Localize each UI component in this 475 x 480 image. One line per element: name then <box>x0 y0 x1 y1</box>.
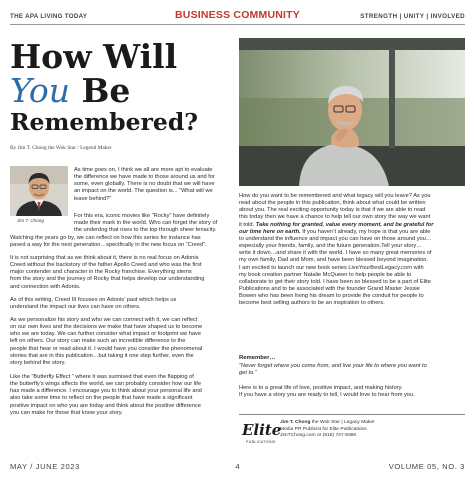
text-line: As time goes on, I think we all are more apt to evaluate <box>74 167 213 173</box>
emphasis-text: our time here on earth. <box>239 228 301 235</box>
publication-name: THE APA LIVING TODAY <box>10 13 88 20</box>
title-line-1: How Will <box>10 37 178 76</box>
text-line: the difference we have made to those around us and for <box>74 174 215 181</box>
text-line <box>239 229 465 236</box>
text-line: get to.” <box>239 370 257 377</box>
text-line: become best selling authors to be an inspiration to others. <box>239 300 385 307</box>
text-line: story behind the story. <box>10 359 66 366</box>
text-line: If you have a story you are ready to tell, I would love to hear from you. <box>239 392 415 399</box>
text-line: Like the “Butterfly Effect ” where it was surmised that even the flapping of <box>10 374 194 380</box>
text-line: Publications and to be associated with the founder Grand Master Jessie <box>239 286 420 293</box>
text-line: to understand the influence and impact you can have on those around you… <box>239 235 432 242</box>
paragraph-personalize <box>10 317 235 367</box>
paragraph-closing <box>239 385 465 399</box>
paragraph-years <box>10 235 235 249</box>
volume-number: VOLUME 05, NO. 3 <box>388 462 465 471</box>
header-rule <box>10 24 465 25</box>
text-line: on our own lives and the decisions we make that have shaped us to become <box>10 324 203 331</box>
svg-text:Elite: Elite <box>242 421 282 439</box>
section-title: BUSINESS COMMUNITY <box>175 9 300 21</box>
signature-role: Media PR Publicist for Elite Publications <box>280 426 367 432</box>
signature-name: Jim T. Chong <box>280 420 311 425</box>
paragraph-creed-iii <box>10 297 235 311</box>
text-line: my book creation partner Natalie McQueen to help people be able to <box>239 271 412 278</box>
text-line: Bowen who has been living his dream to provide the conduit for people to <box>239 293 424 300</box>
text-line: the underdog that rises to the top through sheer tenacity. <box>74 227 217 234</box>
elite-publications-logo <box>240 419 282 447</box>
title-you: You <box>10 71 71 110</box>
text-line: As of this writing, Creed III focuses on Adonis’ past which helps us <box>10 297 177 303</box>
signature-name-line <box>280 420 375 427</box>
train-window-photo <box>239 38 465 186</box>
page-number: 4 <box>235 462 240 471</box>
text-line: leave behind?” <box>74 195 112 202</box>
svg-text:PUBLICATIONS: PUBLICATIONS <box>246 440 276 444</box>
text-line: you can make for those that know your story. <box>10 409 123 416</box>
text-line: and connection with Adonis. <box>10 283 81 290</box>
byline: By Jim T. Chong the Wok Star / Legend Maker <box>10 145 112 151</box>
text-line: For this era, iconic movies like “Rocky” have definitely <box>74 213 210 219</box>
text-line: made their mark in the world. Who can forget the story of <box>74 220 218 227</box>
text-line: Watching the years go by, we can reflect on how this series for instance has <box>10 234 201 241</box>
text-line: some, even globally. There is no doubt that we will have <box>74 181 215 188</box>
text-line: my own family, Dad and Mom, and have been blessed beyond imagination. <box>239 257 428 264</box>
text-line: who we are today. We can further consider what impact or footprint we have <box>10 331 202 338</box>
paragraph-intro <box>74 167 235 203</box>
text-line: Creed without the backstory of the father Apollo Creed and who was the first <box>10 262 202 269</box>
quote <box>239 363 465 377</box>
paragraph-adonis <box>10 255 235 291</box>
text-line: especially your friends, family, and the future generation.Tell your story… <box>239 243 422 250</box>
page-header <box>10 6 465 32</box>
text-line: write it down…and share it with the world. I have so many great memories of <box>239 250 432 257</box>
text-line: Here is to a great life of love, positive impact, and making history. <box>239 385 403 391</box>
paragraph-butterfly <box>10 374 235 417</box>
author-signature <box>280 420 375 440</box>
text-line: people that hear or read about it. I would have you consider the phenomenal <box>10 345 203 352</box>
text-line: an impact on the world. The question is... “What will we <box>74 188 213 195</box>
text-line: understand the impact our lives can have on others. <box>10 304 141 311</box>
text-line: “Never forget where you come from, and live your life to where you want to <box>239 363 427 369</box>
portrait-caption: Jim T. Chong <box>17 218 44 223</box>
text-line: the butterfly’s wings affects the world, we can probably consider how our life <box>10 381 202 388</box>
text-line: has made a difference. I encourage you to think about your personal life and <box>10 388 202 395</box>
emphasis-text: Take nothing for granted, value every moment, and be grateful for <box>255 221 434 228</box>
signature-title: the Wok Star | Legacy Maker <box>310 420 375 425</box>
paragraph-rocky <box>74 213 235 234</box>
remember-heading: Remember… <box>239 355 276 361</box>
text-line: left on others. Our story can make such an incredible difference to the <box>10 338 186 345</box>
text-line: about you. The real exciting opportunity today is that if we are able to read <box>239 207 426 214</box>
issue-date: MAY / JUNE 2023 <box>10 462 80 471</box>
text-span: it told. <box>239 221 256 228</box>
text-line: How do you want to be remembered and what legacy will you leave? As you <box>239 193 431 199</box>
title-line-3: Remembered? <box>10 108 199 136</box>
signature-contact: JimTChong.com or (916) 747-9366 <box>280 433 357 439</box>
author-portrait <box>10 166 68 216</box>
text-line: collaborate to get their story told. I have been so blessed to be a part of Elite <box>239 278 431 285</box>
signature-rule <box>239 414 465 415</box>
title-line-2 <box>10 73 235 108</box>
paragraph-legacy <box>239 193 465 308</box>
text-line: major contender and character in the Rocky franchise. Everything stems <box>10 269 192 276</box>
title-be: Be <box>70 71 131 110</box>
text-line: As we personalize his story and who we can connect with it, we can reflect <box>10 317 198 323</box>
text-line: this today then we have a chance to help tell our own story the way we want <box>239 214 431 221</box>
text-line: I am excited to launch our new book series LiveYourBestLegacy.com with <box>239 264 424 271</box>
text-line: stories that are in this publication…but taking it one step further, even the <box>10 352 194 359</box>
text-line: paved a way for the next generation…specifically in the new focus on “Creed”. <box>10 241 207 248</box>
publication-tagline: STRENGTH | UNITY | INVOLVED <box>360 13 465 20</box>
text-line: from the story and the journey of Rocky that helps develop our understanding <box>10 276 205 283</box>
text-line: positive impact on who you are today and think about the positive difference <box>10 402 201 409</box>
page-footer <box>10 460 465 474</box>
text-span: If you haven’t already, my hope is that you are able <box>300 228 431 235</box>
text-line: read about the people in this publication, think about what could be written <box>239 200 426 207</box>
text-line: also take some time to reflect on the people that have made a significant <box>10 395 193 402</box>
article-title <box>10 37 235 136</box>
text-line: It is not surprising that as we think about it, there is no real focus on Adonis <box>10 255 199 261</box>
text-line <box>239 222 465 229</box>
